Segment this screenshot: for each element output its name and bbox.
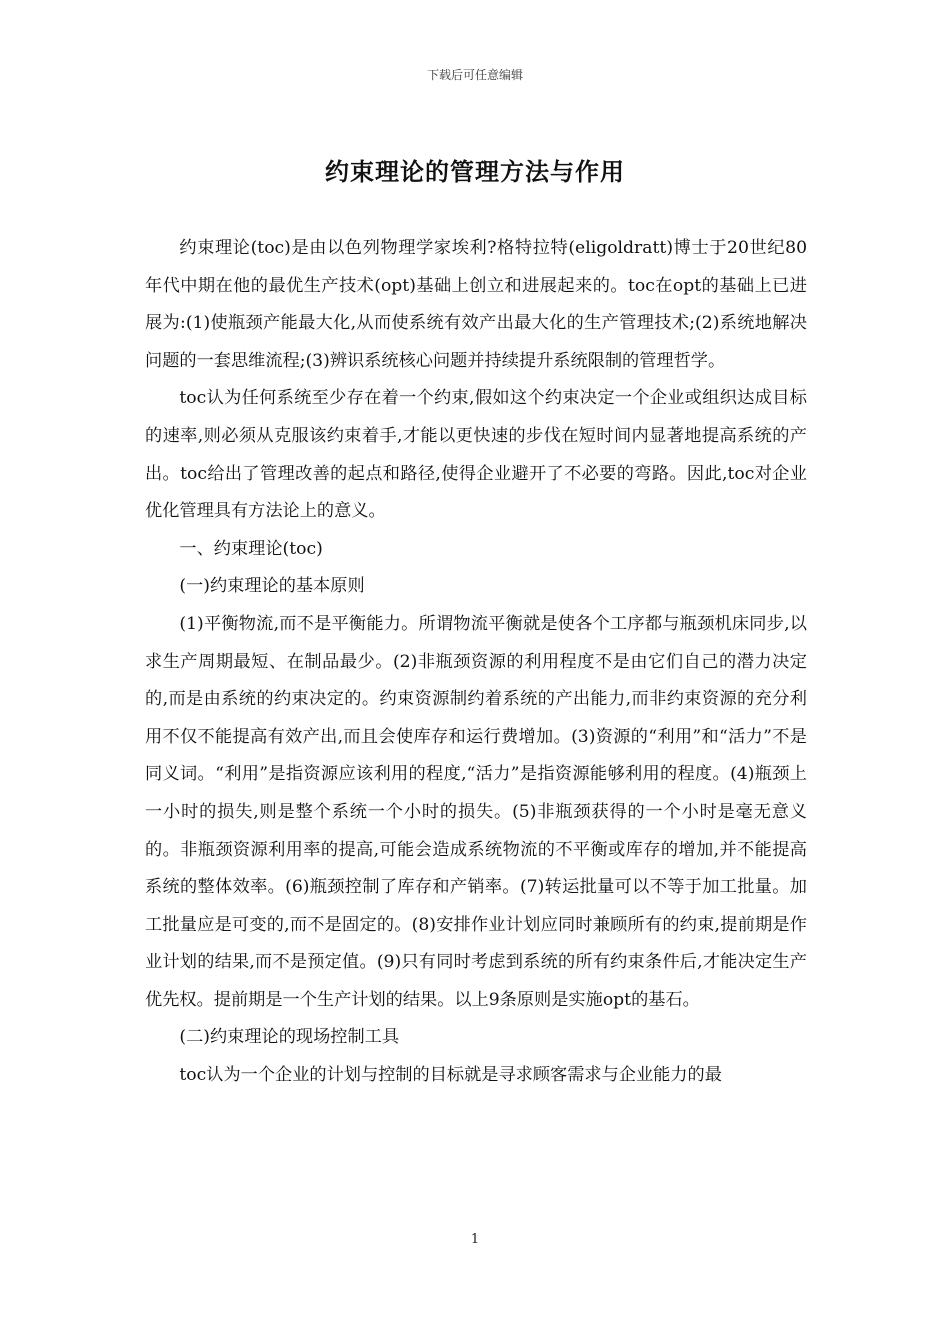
subsection-heading-control-tools: (二)约束理论的现场控制工具 bbox=[179, 1027, 400, 1048]
paragraph-control-tools: toc认为一个企业的计划与控制的目标就是寻求顾客需求与企业能力的最 bbox=[179, 1065, 722, 1086]
subsection-heading-basic-principles: (一)约束理论的基本原则 bbox=[179, 576, 365, 597]
paragraph-toc-constraint: toc认为任何系统至少存在着一个约束,假如这个约束决定一个企业或组织达成目标的速率,则必须从克服该约束着手,才能以更快速的步伐在短时间内显著地提高系统的产出。toc给出了管理改善的起点和路径,使得企业避开了不必要的弯路。因此,toc对企业优化管理具有方法论上的意义。 bbox=[145, 388, 807, 522]
paragraph-principles: (1)平衡物流,而不是平衡能力。所谓物流平衡就是使各个工序都与瓶颈机床同步,以求生产周期最短、在制品最少。(2)非瓶颈资源的利用程度不是由它们自己的潜力决定的,而是由系统的约束决定的。约束资源制约着系统的产出能力,而非约束资源的充分利用不仅不能提高有效产出,而且会使库存和运行费增加。(3)资源的“利用”和“活力”不是同义词。“利用”是指资源应该利用的程度,“活力”是指资源能够利用的程度。(4)瓶颈上一小时的损失,则是整个系统一个小时的损失。(5)非瓶颈获得的一个小时是毫无意义的。非瓶颈资源利用率的提高,可能会造成系统物流的不平衡或库存的增加,并不能提高系统的整体效率。(6)瓶颈控制了库存和产销率。(7)转运批量可以不等于加工批量。加工批量应是可变的,而不是固定的。(8)安排作业计划应同时兼顾所有的约束,提前期是作业计划的结果,而不是预定值。(9)只有同时考虑到系统的所有约束条件后,才能决定生产优先权。提前期是一个生产计划的结果。以上9条原则是实施opt的基石。 bbox=[145, 613, 807, 1010]
header-note: 下载后可任意编辑 bbox=[426, 68, 523, 82]
document-title: 约束理论的管理方法与作用 bbox=[325, 157, 625, 186]
page-number: 1 bbox=[470, 1232, 480, 1247]
document-body bbox=[145, 230, 807, 1095]
section-heading-1: 一、约束理论(toc) bbox=[179, 538, 323, 559]
paragraph-intro: 约束理论(toc)是由以色列物理学家埃利?格特拉特(eligoldratt)博士于20世纪80年代中期在他的最优生产技术(opt)基础上创立和进展起来的。toc在opt的基础上已进展为:(1)使瓶颈产能最大化,从而使系统有效产出最大化的生产管理技术;(2)系统地解决问题的一套思维流程;(3)辨识系统核心问题并持续提升系统限制的管理哲学。 bbox=[145, 238, 807, 371]
